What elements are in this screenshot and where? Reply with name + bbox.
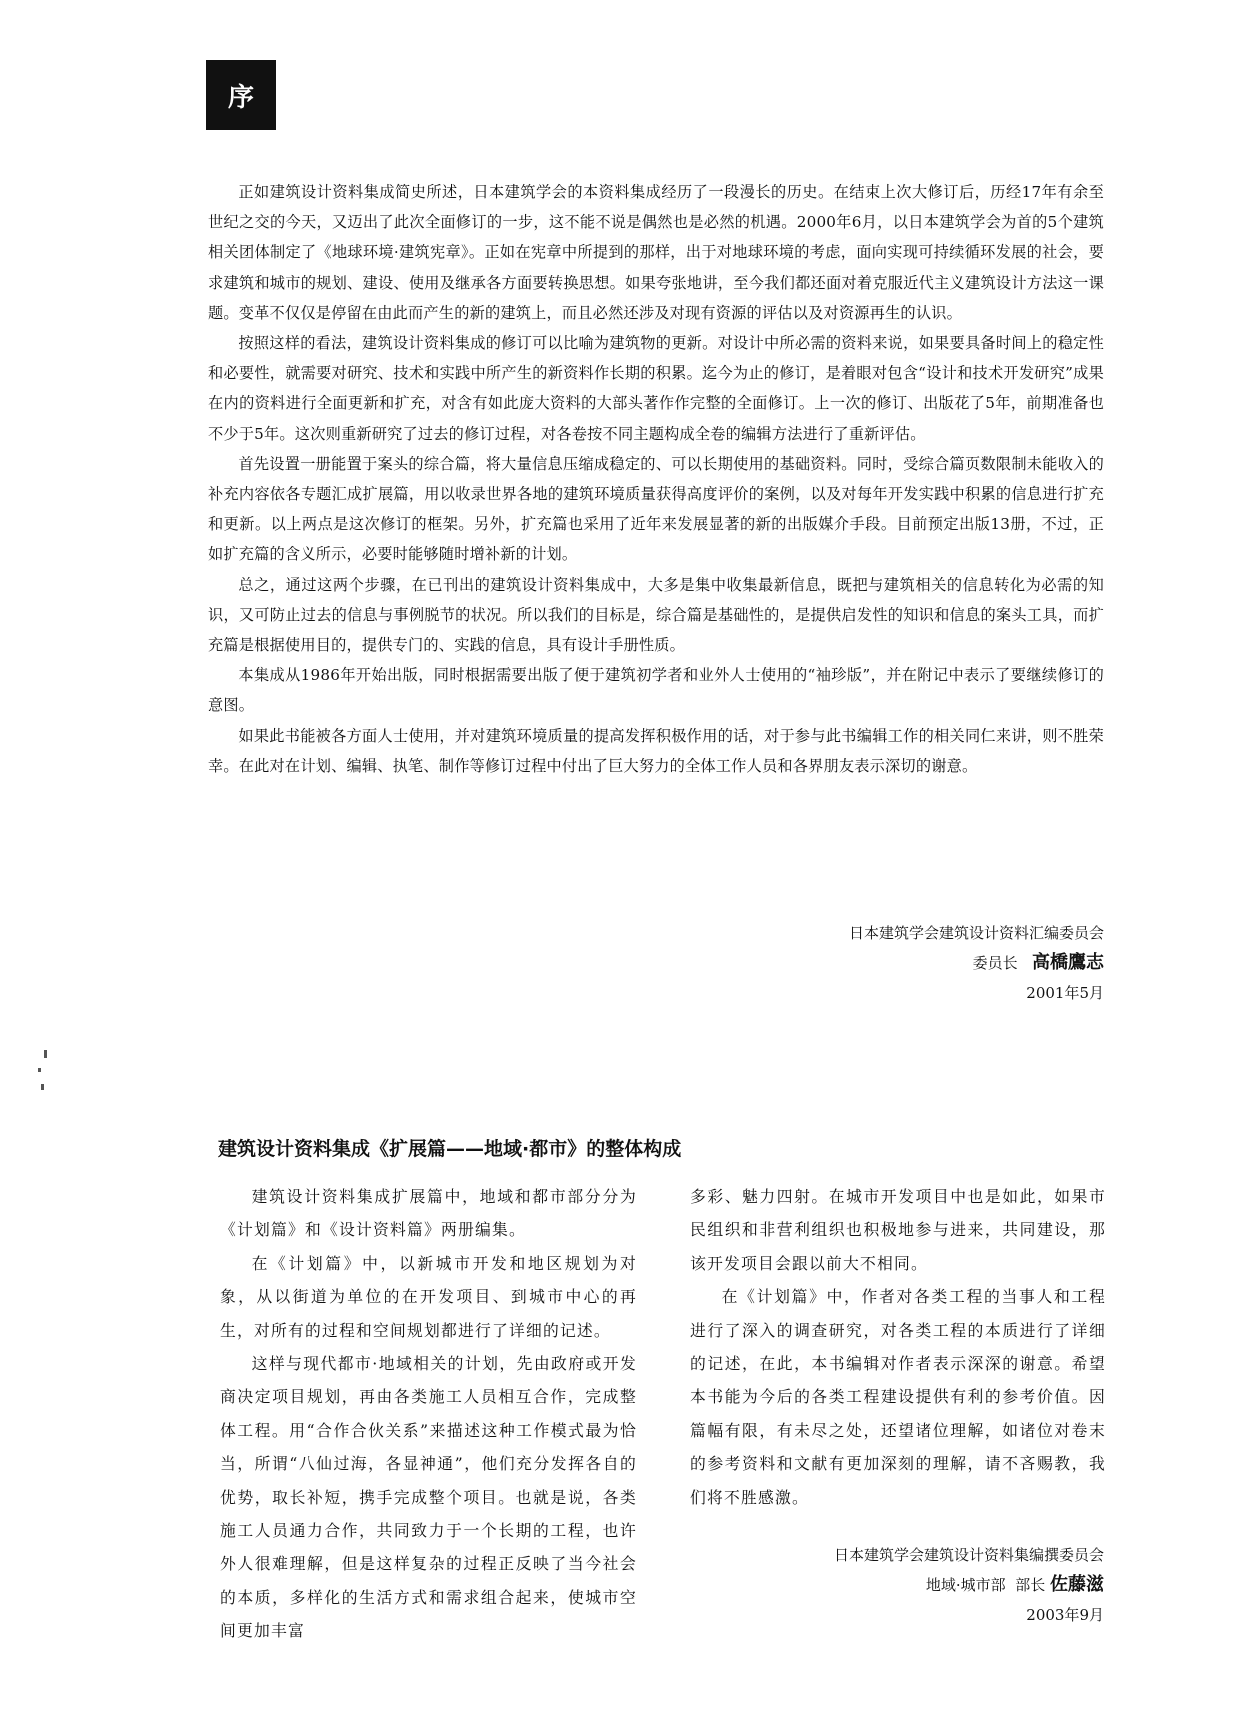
scan-artifact <box>41 1084 44 1090</box>
preface-body <box>208 177 1104 781</box>
section-paragraph: 在《计划篇》中，以新城市开发和地区规划为对象，从以街道为单位的在开发项目、到城市中心的再生，对所有的过程和空间规划都进行了详细的记述。 <box>220 1253 637 1340</box>
preface-paragraph: 首先设置一册能置于案头的综合篇，将大量信息压缩成稳定的、可以长期使用的基础资料。同时，受综合篇页数限制未能收入的补充内容依各专题汇成扩展篇，用以收录世界各地的建筑环境质量获得高度评价的案例，以及对每年开发实践中积累的信息进行扩充和更新。以上两点是这次修订的框架。另外，扩充篇也采用了近年来发展显著的新的出版媒介手段。目前预定出版13册，不过，正如扩充篇的含义所示，必要时能够随时增补新的计划。 <box>208 454 1104 564</box>
preface-paragraph: 本集成从1986年开始出版，同时根据需要出版了便于建筑初学者和业外人士使用的“袖珍版”，并在附记中表示了要继续修订的意图。 <box>208 666 1104 715</box>
section-right-column <box>690 1180 1106 1514</box>
signature-name: 高橋鷹志 <box>1032 952 1104 973</box>
section-signature <box>834 1540 1104 1630</box>
scan-artifact <box>44 1050 47 1058</box>
signature-title: 委员长 <box>972 954 1018 972</box>
section-left-column <box>220 1180 637 1648</box>
section-paragraph: 在《计划篇》中，作者对各类工程的当事人和工程进行了深入的调查研究，对各类工程的本质进行了详细的记述，在此，本书编辑对作者表示深深的谢意。希望本书能为今后的各类工程建设提供有利的参考价值。因篇幅有限，有未尽之处，还望诸位理解，如诸位对卷末的参考资料和文献有更加深刻的理解，请不吝赐教，我们将不胜感激。 <box>690 1287 1106 1507</box>
signature-date: 2003年9月 <box>1026 1606 1104 1624</box>
section-label-text: 序 <box>227 82 254 113</box>
section-title: 建筑设计资料集成《扩展篇——地域·都市》的整体构成 <box>218 1138 682 1160</box>
preface-paragraph: 按照这样的看法，建筑设计资料集成的修订可以比喻为建筑物的更新。对设计中所必需的资料来说，如果要具备时间上的稳定性和必要性，就需要对研究、技术和实践中所产生的新资料作长期的积累。迄今为止的修订，是着眼对包含“设计和技术开发研究”成果在内的资料进行全面更新和扩充，对含有如此庞大资料的大部头著作作完整的全面修订。上一次的修订、出版花了5年，前期准备也不少于5年。这次则重新研究了过去的修订过程，对各卷按不同主题构成全卷的编辑方法进行了重新评估。 <box>208 334 1104 443</box>
signature-role-line <box>834 1570 1104 1600</box>
signature-org: 日本建筑学会建筑设计资料集编撰委员会 <box>833 1546 1104 1564</box>
section-paragraph: 建筑设计资料集成扩展篇中，地域和都市部分分为《计划篇》和《设计资料篇》两册编集。 <box>220 1187 637 1240</box>
section-paragraph: 这样与现代都市·地域相关的计划，先由政府或开发商决定项目规划，再由各类施工人员相互合作，完成整体工程。用“合作合伙关系”来描述这种工作模式最为恰当，所谓“八仙过海，各显神通”，他们充分发挥各自的优势，取长补短，携手完成整个项目。也就是说，各类施工人员通力合作，共同致力于一个长期的工程，也许外人很难理解，但是这样复杂的过程正反映了当今社会的本质，多样化的生活方式和需求组合起来，使城市空间更加丰富 <box>220 1354 637 1641</box>
preface-paragraph: 如果此书能被各方面人士使用，并对建筑环境质量的提高发挥积极作用的话，对于参与此书编辑工作的相关同仁来讲，则不胜荣幸。在此对在计划、编辑、执笔、制作等修订过程中付出了巨大努力的全体工作人员和各界朋友表示深切的谢意。 <box>208 726 1104 775</box>
scan-artifact <box>38 1068 41 1072</box>
signature-name: 佐藤滋 <box>1050 1574 1104 1595</box>
signature-dept: 地域·城市部 <box>925 1576 1006 1594</box>
preface-paragraph: 总之，通过这两个步骤，在已刊出的建筑设计资料集成中，大多是集中收集最新信息，既把与建筑相关的信息转化为必需的知识，又可防止过去的信息与事例脱节的状况。所以我们的目标是，综合篇是基础性的，是提供启发性的知识和信息的案头工具，而扩充篇是根据使用目的，提供专门的、实践的信息，具有设计手册性质。 <box>208 575 1104 655</box>
preface-paragraph: 正如建筑设计资料集成简史所述，日本建筑学会的本资料集成经历了一段漫长的历史。在结束上次大修订后，历经17年有余至世纪之交的今天，又迈出了此次全面修订的一步，这不能不说是偶然也是必然的机遇。2000年6月，以日本建筑学会为首的5个建筑相关团体制定了《地球环境·建筑宪章》。正如在宪章中所提到的那样，出于对地球环境的考虑，面向实现可持续循环发展的社会，要求建筑和城市的规划、建设、使用及继承各方面要转换思想。如果夸张地讲，至今我们都还面对着克服近代主义建筑设计方法这一课题。变革不仅仅是停留在由此而产生的新的建筑上，而且必然还涉及对现有资源的评估以及对资源再生的认识。 <box>208 183 1104 322</box>
section-label <box>206 60 276 130</box>
signature-role-line <box>849 948 1104 978</box>
signature-date: 2001年5月 <box>1026 984 1104 1002</box>
section-paragraph-continuation: 多彩、魅力四射。在城市开发项目中也是如此，如果市民组织和非营利组织也积极地参与进来，共同建设，那该开发项目会跟以前大不相同。 <box>690 1187 1106 1273</box>
signature-org: 日本建筑学会建筑设计资料汇编委员会 <box>848 924 1104 942</box>
signature-title: 部长 <box>1015 1576 1046 1594</box>
preface-signature <box>849 918 1104 1008</box>
